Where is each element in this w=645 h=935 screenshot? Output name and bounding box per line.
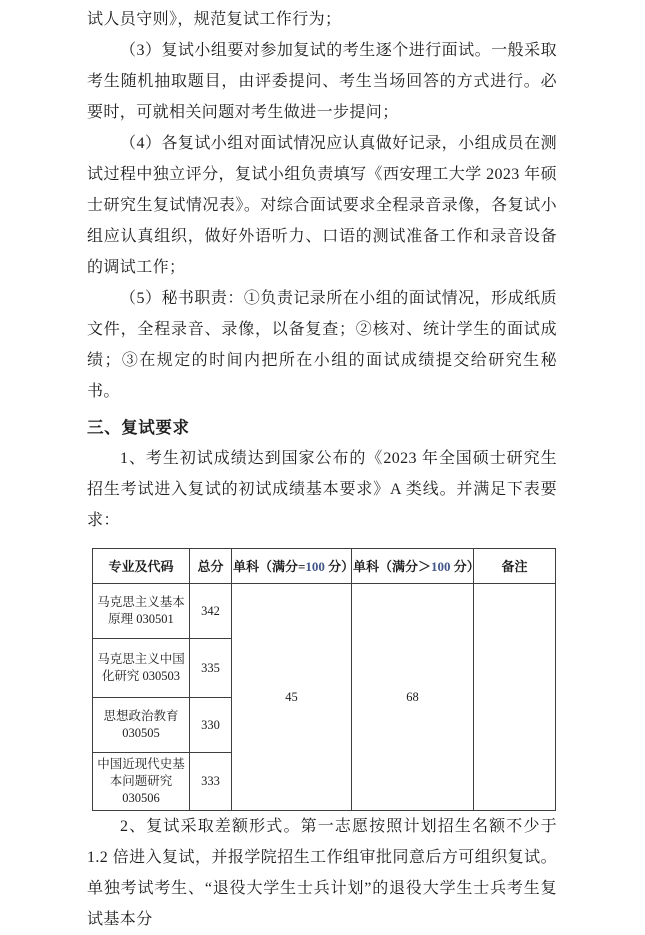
table-row <box>93 584 556 639</box>
header-remark: 备注 <box>474 549 556 584</box>
header-single-eq100-pre: 单科（满分= <box>233 558 306 574</box>
header-single-eq100-suf: 分） <box>324 558 355 574</box>
cell-major-030501: 马克思主义基本原理 030501 <box>93 584 190 639</box>
score-requirements-table <box>92 548 556 811</box>
header-single-gt100-suf: 分） <box>450 558 480 574</box>
header-single-gt100 <box>352 549 480 584</box>
cell-single-gt100-merged: 68 <box>352 584 474 811</box>
paragraph-continuation: 试人员守则》，规范复试工作行为； <box>87 11 342 28</box>
cell-major-030503: 马克思主义中国化研究 030503 <box>93 639 190 698</box>
header-single-gt100-num: 100 <box>431 558 451 574</box>
paragraph-item4: （4）各复试小组对面试情况应认真做好记录，小组成员在测试过程中独立评分，复试小组负责填写《西安理工大学 2023 年硕士研究生复试情况表》。对综合面试要求全程录音录像，各复试小组应认真组织，做好外语听力、口语的测试准备工作和录音设备的调试工作； <box>87 135 557 276</box>
cell-major-030506: 中国近现代史基本问题研究 030506 <box>93 753 190 811</box>
paragraph-item5: （5）秘书职责：①负责记录所在小组的面试情况，形成纸质文件，全程录音、录像，以备复查；②核对、统计学生的面试成绩；③在规定的时间内把所在小组的面试成绩提交给研究生秘书。 <box>87 290 557 400</box>
paragraph-requirement1: 1、考生初试成绩达到国家公布的《2023 年全国硕士研究生招生考试进入复试的初试成绩基本要求》A 类线。并满足下表要求： <box>87 450 557 529</box>
header-major-code: 专业及代码 <box>93 549 190 584</box>
header-single-eq100 <box>232 549 355 584</box>
cell-total-030501: 342 <box>190 584 232 639</box>
cell-single-eq100-merged: 45 <box>232 584 352 811</box>
cell-remark-merged <box>474 584 556 811</box>
header-single-eq100-num: 100 <box>305 558 325 574</box>
header-single-gt100-pre: 单科（满分＞ <box>353 558 432 574</box>
section-heading-retest-requirements: 三、复试要求 <box>87 418 190 437</box>
paragraph-requirement2: 2、复试采取差额形式。第一志愿按照计划招生名额不少于 1.2 倍进入复试，并报学院招生工作组审批同意后方可组织复试。单独考试考生、“退役大学生士兵计划”的退役大学生士兵考生复试基本分 <box>87 818 557 928</box>
cell-total-030503: 335 <box>190 639 232 698</box>
cell-major-030505: 思想政治教育 030505 <box>93 698 190 753</box>
cell-total-030506: 333 <box>190 753 232 811</box>
cell-total-030505: 330 <box>190 698 232 753</box>
table-header-row <box>93 549 556 584</box>
header-total-score: 总分 <box>190 549 232 584</box>
paragraph-item3: （3）复试小组要对参加复试的考生逐个进行面试。一般采取考生随机抽取题目，由评委提问、考生当场回答的方式进行。必要时，可就相关问题对考生做进一步提问； <box>87 42 557 121</box>
